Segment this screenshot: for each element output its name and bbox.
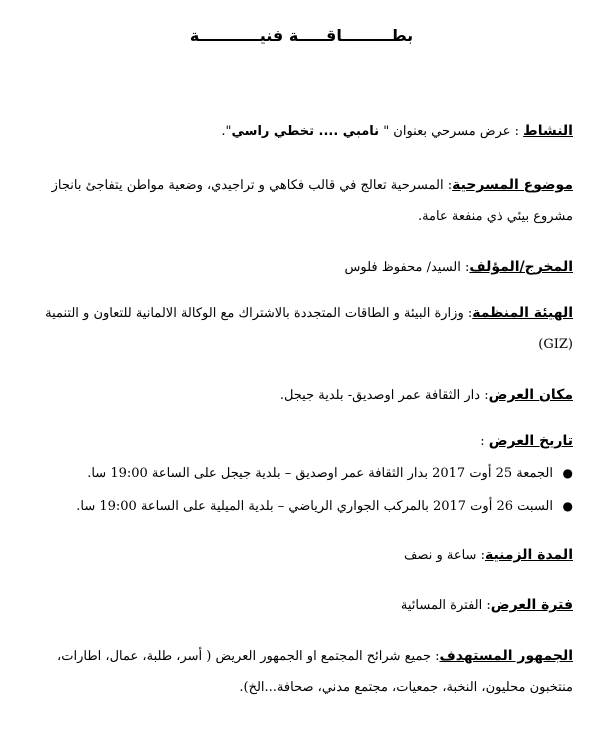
- activity-label: النشاط: [523, 123, 573, 139]
- venue-row: [25, 380, 573, 411]
- audience-text: جميع شرائح المجتمع او الجمهور العريض ( أسر، طلبة، عمال، اطارات، منتخبون محليون، النخبة، جمعيات، مجتمع مدني، صحافة...الخ).: [57, 649, 573, 695]
- period-text: الفترة المسائية: [400, 598, 483, 613]
- venue-label: مكان العرض: [488, 387, 573, 403]
- venue-text: دار الثقافة عمر اوصديق- بلدية جيجل.: [279, 388, 481, 403]
- organizer-row: [25, 298, 573, 360]
- audience-label: الجمهور المستهدف: [439, 648, 573, 664]
- activity-text: عرض مسرحي بعنوان ": [379, 124, 511, 139]
- duration-separator: :: [476, 548, 485, 563]
- theme-row: [25, 170, 573, 232]
- date-text: الجمعة 25 أوت 2017 بدار الثقافة عمر اوصديق – بلدية جيجل على الساعة 19:00 سا.: [87, 466, 553, 481]
- dates-row: [25, 426, 573, 523]
- dates-separator: :: [480, 434, 489, 449]
- activity-end: ".: [221, 124, 232, 139]
- theme-label: موضوع المسرحية: [452, 177, 573, 193]
- director-separator: :: [460, 260, 470, 275]
- theme-text: المسرحية تعالج في قالب فكاهي و تراجيدي، وضعية مواطن يتفاجئ بانجاز مشروع بيئي ذي منفعة عامة.: [51, 178, 573, 224]
- duration-row: [25, 540, 573, 571]
- organizer-label: الهيئة المنظمة: [472, 305, 573, 321]
- theme-separator: :: [443, 178, 453, 193]
- bullet-icon: ●: [562, 499, 573, 513]
- period-separator: :: [482, 598, 491, 613]
- organizer-text: وزارة البيئة و الطاقات المتجددة بالاشتراك مع الوكالة الالمانية للتعاون و التنمية (GIZ): [45, 306, 573, 352]
- venue-separator: :: [480, 388, 489, 403]
- activity-separator: :: [510, 124, 524, 139]
- activity-row: [25, 116, 573, 147]
- play-title: نامبي .... تخطي راسي: [231, 124, 380, 139]
- audience-separator: :: [431, 649, 440, 664]
- page-title: بطـــــــــاقـــــة فنيـــــــــــة: [189, 26, 414, 45]
- director-text: السيد/ محفوظ فلوس: [344, 260, 461, 275]
- bullet-icon: ●: [562, 466, 573, 480]
- list-item: [25, 490, 573, 523]
- date-text: السبت 26 أوت 2017 بالمركب الجواري الرياضي – بلدية الميلية على الساعة 19:00 سا.: [76, 499, 553, 514]
- director-label: المخرج/المؤلف: [469, 259, 573, 275]
- dates-list: [25, 457, 573, 523]
- period-row: [25, 590, 573, 621]
- director-row: [25, 252, 573, 283]
- duration-label: المدة الزمنية: [484, 547, 573, 563]
- list-item: [25, 457, 573, 490]
- dates-label: تاريخ العرض: [488, 433, 573, 449]
- duration-text: ساعة و نصف: [403, 548, 477, 563]
- audience-row: [25, 641, 573, 703]
- organizer-separator: :: [463, 306, 473, 321]
- period-label: فترة العرض: [490, 597, 573, 613]
